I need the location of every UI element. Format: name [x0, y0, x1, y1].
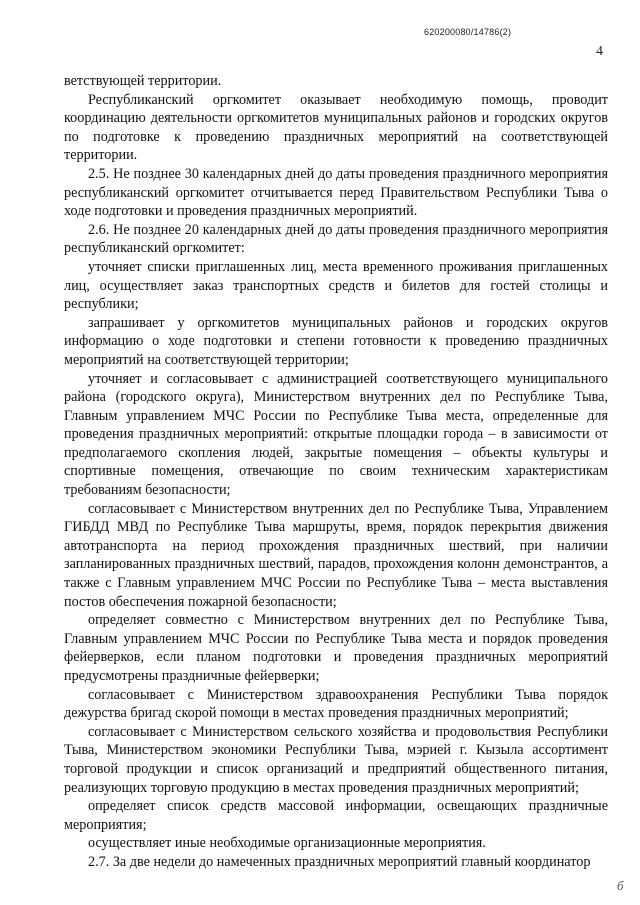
paragraph: уточняет и согласовывает с администрацией соответствующего муниципального района (городского округа), Министерством внутренних дел по Республике Тыва, Главным управлением МЧС России по Республике Тыва места, определенные для проведения праздничных мероприятий: открытые площадки города – в зависимости от предполагаемого скопления людей, закрытые помещения – объекты культуры и спортивные помещения, отвечающие по своим техническим характеристикам требованиям безопасности; — [64, 370, 608, 499]
paragraph: 2.7. За две недели до намеченных праздничных мероприятий главный координатор — [88, 853, 591, 870]
paragraph: 2.6. Не позднее 20 календарных дней до даты проведения праздничного мероприятия республиканский оргкомитет: — [64, 221, 608, 257]
paragraph: уточняет списки приглашенных лиц, места временного проживания приглашенных лиц, осуществляет заказ транспортных средств и билетов для гостей столицы и республики; — [64, 258, 608, 313]
paragraph: согласовывает с Министерством внутренних дел по Республике Тыва, Управлением ГИБДД МВД по Республике Тыва маршруты, время, порядок перекрытия движения автотранспорта на период прохождения праздничных шествий, при наличии запланированных праздничных шествий, парадов, прохождения колонн демонстрантов, а также с Главным управлением МЧС России по Республике Тыва – места выставления постов обеспечения пожарной безопасности; — [64, 500, 608, 610]
paragraph: 2.5. Не позднее 30 календарных дней до даты проведения праздничного мероприятия республиканский оргкомитет отчитывается перед Правительством Республики Тыва о ходе подготовки и проведения праздничных мероприятий. — [64, 165, 608, 220]
handwritten-mark: б — [617, 878, 624, 893]
page-number: 4 — [596, 44, 603, 59]
paragraph: ветствующей территории. — [64, 73, 222, 89]
paragraph: согласовывает с Министерством сельского хозяйства и продовольствия Республики Тыва, Министерством экономики Республики Тыва, мэрией г. Кызыла ассортимент торговой продукции и список организаций и предприятий общественного питания, реализующих торговую продукцию в местах проведения праздничных мероприятий; — [64, 723, 608, 796]
paragraph: осуществляет иные необходимые организационные мероприятия. — [88, 835, 486, 852]
paragraph: определяет совместно с Министерством внутренних дел по Республике Тыва, Главным управлением МЧС России по Республике Тыва места и порядок проведения фейерверков, если планом подготовки и проведения праздничных мероприятий предусмотрены праздничные фейерверки; — [64, 612, 608, 684]
paragraph: определяет список средств массовой информации, освещающих праздничные мероприятия; — [64, 798, 608, 833]
paragraph: запрашивает у оргкомитетов муниципальных районов и городских округов информацию о ходе подготовки и степени готовности к проведению праздничных мероприятий на соответствующей территории; — [64, 314, 608, 368]
document-body — [64, 72, 608, 872]
paragraph: Республиканский оргкомитет оказывает необходимую помощь, проводит координацию деятельности оргкомитетов муниципальных районов и городских округов по подготовке к проведению праздничных мероприятий на соответствующей территории. — [64, 91, 608, 164]
document-id: 620200080/14786(2) — [424, 27, 512, 37]
paragraph: согласовывает с Министерством здравоохранения Республики Тыва порядок дежурства бригад скорой помощи в местах проведения праздничных мероприятий; — [64, 686, 608, 722]
